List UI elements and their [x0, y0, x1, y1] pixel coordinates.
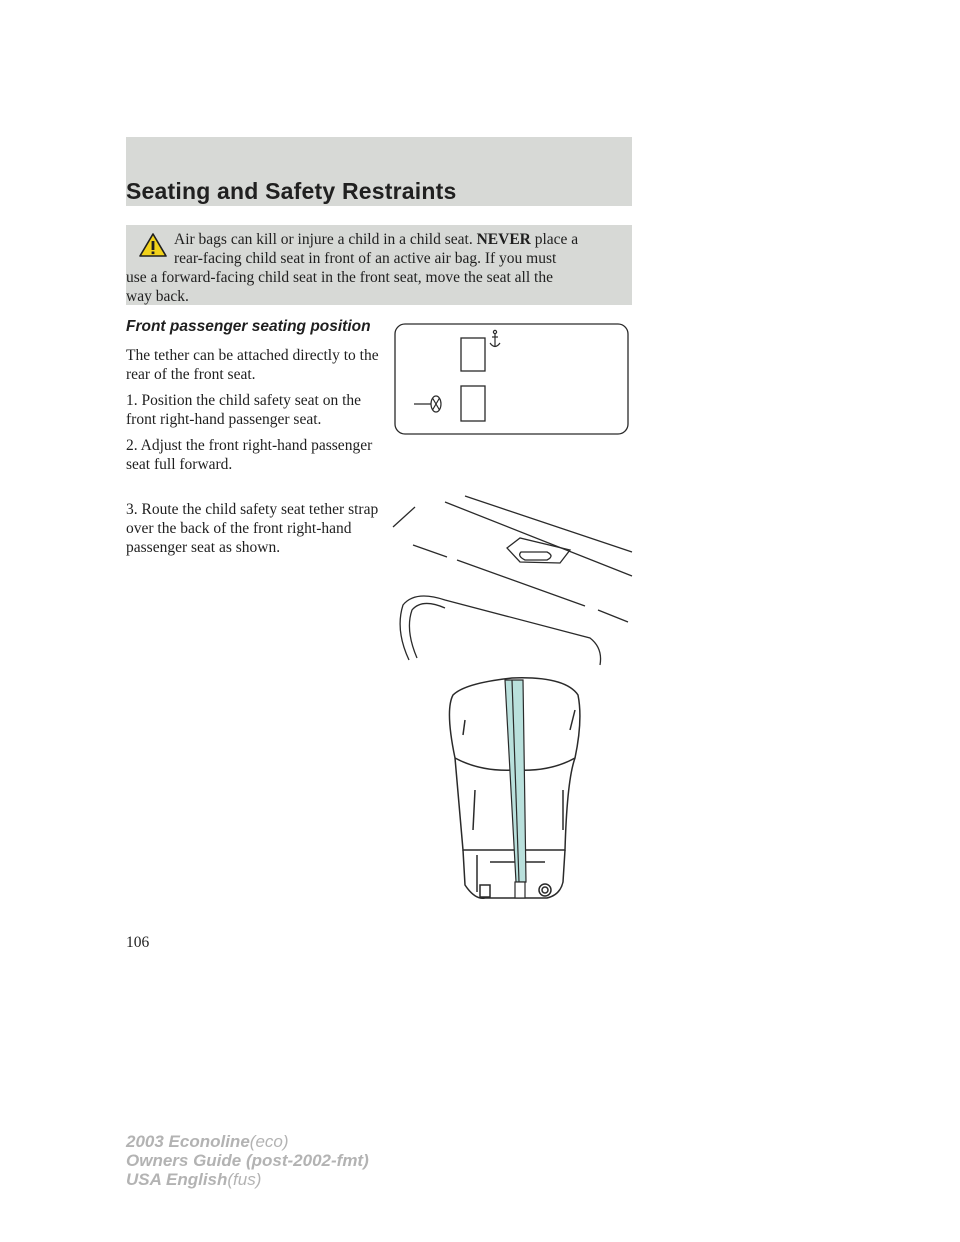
footer-line-1: 2003 Econoline(eco) [126, 1132, 289, 1151]
anchor-icon [490, 330, 500, 347]
footer [126, 1132, 369, 1189]
step-1: 1. Position the child safety seat on the front right-hand passenger seat. [126, 392, 362, 428]
warning-line-3: use a forward-facing child seat in the front seat, move the seat all the [126, 269, 553, 286]
tether-strap-illustration [385, 490, 635, 910]
warning-line-2: rear-facing child seat in front of an active air bag. If you must [174, 250, 557, 267]
seat-location-diagram [394, 323, 629, 435]
step-2: 2. Adjust the front right-hand passenger seat full forward. [126, 437, 373, 473]
step-3: 3. Route the child safety seat tether strap over the back of the front right-hand passenger seat as shown. [126, 501, 379, 556]
never-emphasis: NEVER [476, 231, 531, 248]
warning-line-1: Air bags can kill or injure a child in a child seat. NEVER place a [174, 231, 579, 248]
footer-line-2: Owners Guide (post-2002-fmt) [126, 1151, 369, 1170]
paragraph-tether: The tether can be attached directly to the rear of the front seat. [126, 347, 379, 383]
warning-line-4: way back. [126, 288, 189, 305]
page-number: 106 [126, 934, 150, 951]
section-heading: Front passenger seating position [126, 318, 371, 335]
page-title: Seating and Safety Restraints [126, 178, 457, 204]
footer-line-3: USA English(fus) [126, 1170, 262, 1189]
crossed-circle-icon [414, 396, 441, 412]
warning-triangle-icon [139, 232, 167, 258]
